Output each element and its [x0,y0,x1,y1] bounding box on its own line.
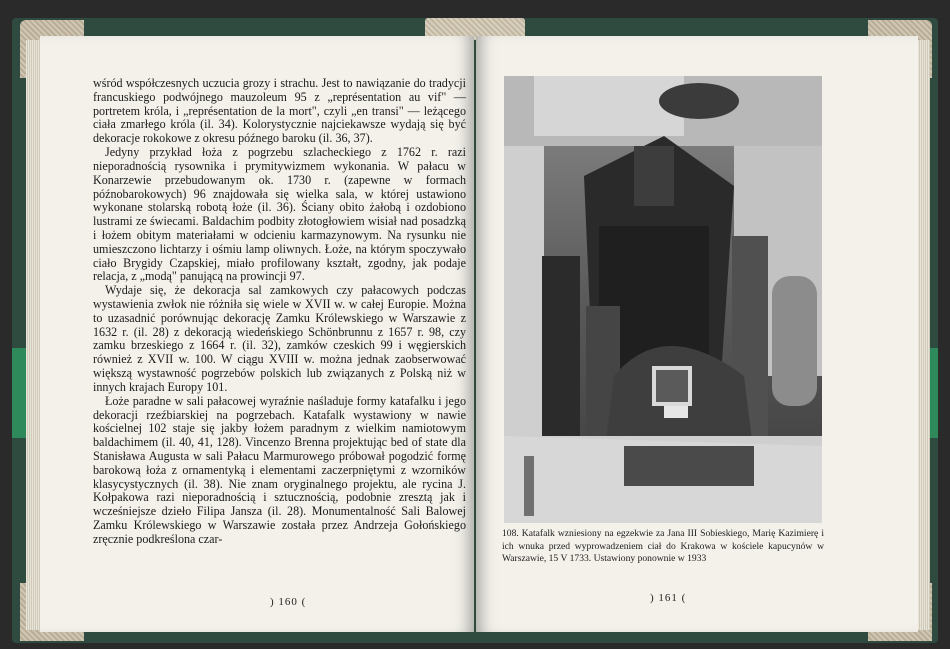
page-number-right: ) 161 ( [650,592,687,604]
paragraph: wśród współczesnych uczucia grozy i strachu. Jest to nawiązanie do tradycji francuskiego podwójnego mauzoleum 95 z „représentation au vif" — portretem króla, i „représentation de la mort", czyli „en transi" — leżącego ciała zmarłego króla (il. 34). Kolorystycznie najciekawsze wydają się być dekoracje rokokowe z okresu późnego baroku (il. 36, 37). [93,76,466,146]
page-edges [916,40,930,630]
catafalque-photo [504,76,822,523]
page-number-left: ) 160 ( [270,596,307,608]
left-page-text [93,77,466,547]
paragraph: Jedyny przykład łoża z pogrzebu szlacheckiego z 1762 r. razi nieporadnością rysownika i prymitywizmem wykonania. W pałacu w Konarzewie przebudowanym ok. 1730 r. (zapewne w formach późnobarokowych) 96 znajdowała się wielka sala, w której ustawiono wykonane stolarską robotą łoże (il. 36). Ściany obito żałobą i ozdobiono lustrami ze świecami. Baldachim podbity złotogłowiem wisiał nad posadzką i łożem obitym materiałami w odcieniu karmazynowym. Na rysunku nie umieszczono lichtarzy i ośmiu lamp oliwnych. Łoże, na którym spoczywało ciało Brygidy Czapskiej, miało profilowany kształt, zgodny, jak podaje relacja, z „modą" panującą na prowincji 97. [93,145,466,284]
photo-caption: 108. Katafalk wzniesiony na egzekwie za Jana III Sobieskiego, Marię Kazimierę i ich wnuka przed wyprowadzeniem ciał do Krakowa w kościele kapucynów w Warszawie, 15 V 1733. Ustawiony ponownie w 1933 [502,528,824,565]
paragraph: Wydaje się, że dekoracja sal zamkowych czy pałacowych podczas wystawienia zwłok nie różniła się wiele w XVII w. w całej Europie. Można to uzasadnić porównując dekorację Zamku Królewskiego w Warszawie z 1632 r. (il. 28) z dekoracją wiedeńskiego Schönbrunnu z 1657 r. 98, czy zamku brzeskiego z 1664 r. (il. 32), zamków czeskich 99 i węgierskich również z XVII w. 100. W ciągu XVIII w. można jednak zaobserwować większą wystawność pogrzebów polskich lub związanych z Polską niż w innych krajach Europy 101. [93,283,466,394]
paragraph: Łoże paradne w sali pałacowej wyraźnie naśladuje formy katafalku i jego dekoracji rzeźbiarskiej na pogrzebach. Katafalk wystawiony w nawie kościelnej 102 staje się jakby łożem paradnym z wielkim namiotowym baldachimem (il. 40, 41, 128). Vincenzo Brenna projektując bed of state dla Stanisława Augusta w sali Pałacu Marmurowego próbował pogodzić formę barokową łoża z ornamentyką i elementami zaczerpniętymi z wzorników klasycystycznych (il. 38). Nie znam oryginalnego projektu, ale rycina J. Kołpakowa razi nieporadnością i sztucznością, podobnie zresztą jak i wcześniejsze dzieło Filipa Jansza (il. 28). Monumentalność Sali Balowej Zamku Królewskiego w Warszawie została przez Andrzeja Gołońskiego zręcznie podkreślona czar- [93,393,466,546]
